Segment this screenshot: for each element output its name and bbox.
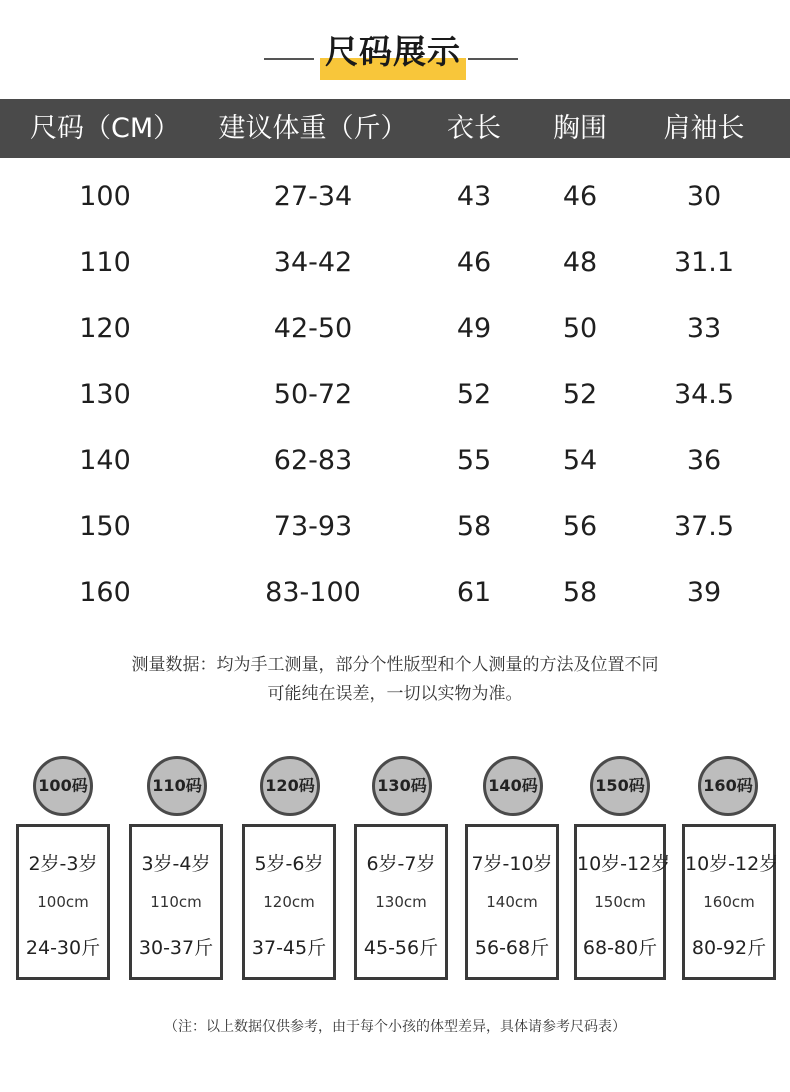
- cell-sleeve: 30: [686, 181, 722, 212]
- cell-length: 52: [456, 379, 492, 410]
- table-row: [0, 296, 790, 362]
- cell-size: 110: [79, 247, 131, 278]
- table-row: [0, 428, 790, 494]
- size-badge-140: 140码: [483, 756, 543, 816]
- card-height: 120cm: [263, 893, 315, 911]
- table-row: [0, 230, 790, 296]
- card-height: 140cm: [486, 893, 538, 911]
- header-size: 尺码（CM）: [30, 113, 181, 144]
- cell-length: 46: [456, 247, 492, 278]
- card-weight: 68-80斤: [582, 937, 658, 959]
- cell-weight: 42-50: [273, 313, 353, 344]
- cell-weight: 27-34: [273, 181, 353, 212]
- cell-size: 130: [79, 379, 131, 410]
- cell-weight: 50-72: [273, 379, 353, 410]
- card-height: 150cm: [594, 893, 646, 911]
- table-row: [0, 362, 790, 428]
- cell-weight: 73-93: [273, 511, 353, 542]
- cell-weight: 34-42: [273, 247, 353, 278]
- size-badge-160: 160码: [698, 756, 758, 816]
- size-badge-150: 150码: [590, 756, 650, 816]
- cell-size: 160: [79, 577, 131, 608]
- header-chest: 胸围: [553, 113, 607, 144]
- cell-length: 61: [456, 577, 492, 608]
- cell-weight: 62-83: [273, 445, 353, 476]
- cell-weight: 83-100: [265, 577, 361, 608]
- page-title-section: [0, 18, 790, 78]
- cell-size: 120: [79, 313, 131, 344]
- card-age: 7岁-10岁: [471, 853, 553, 875]
- cell-chest: 56: [562, 511, 598, 542]
- size-table-header: [0, 99, 790, 158]
- header-sleeve: 肩袖长: [663, 113, 745, 144]
- size-badge-100: 100码: [33, 756, 93, 816]
- cell-chest: 50: [562, 313, 598, 344]
- cell-chest: 52: [562, 379, 598, 410]
- card-age: 10岁-12岁: [577, 853, 671, 875]
- title-divider-left: [264, 58, 314, 60]
- size-card-150: [574, 824, 671, 980]
- cell-sleeve: 34.5: [673, 379, 735, 410]
- card-weight: 56-68斤: [474, 937, 550, 959]
- card-height: 130cm: [375, 893, 427, 911]
- cell-length: 55: [456, 445, 492, 476]
- card-age: 6岁-7岁: [366, 853, 436, 875]
- size-card-120: [242, 824, 336, 980]
- size-badge-120: 120码: [260, 756, 320, 816]
- title-divider-right: [468, 58, 518, 60]
- page-title: 尺码展示: [325, 32, 461, 71]
- table-row: [0, 164, 790, 230]
- card-weight: 30-37斤: [138, 937, 214, 959]
- card-age: 2岁-3岁: [28, 853, 98, 875]
- footnote: （注：以上数据仅供参考，由于每个小孩的体型差异，具体请参考尺码表）: [164, 1019, 626, 1035]
- cell-size: 140: [79, 445, 131, 476]
- cell-size: 100: [79, 181, 131, 212]
- card-weight: 24-30斤: [25, 937, 101, 959]
- size-card-140: [465, 824, 559, 980]
- header-weight: 建议体重（斤）: [218, 113, 408, 144]
- table-row: [0, 494, 790, 560]
- cell-size: 150: [79, 511, 131, 542]
- cell-sleeve: 37.5: [673, 511, 735, 542]
- size-card-160: [682, 824, 779, 980]
- size-card-130: [354, 824, 448, 980]
- size-badge-130: 130码: [372, 756, 432, 816]
- cell-length: 49: [456, 313, 492, 344]
- size-card-100: [16, 824, 110, 980]
- cell-length: 58: [456, 511, 492, 542]
- card-height: 160cm: [703, 893, 755, 911]
- card-age: 5岁-6岁: [254, 853, 324, 875]
- cell-length: 43: [456, 181, 492, 212]
- cell-sleeve: 33: [686, 313, 722, 344]
- cell-sleeve: 36: [686, 445, 722, 476]
- card-weight: 37-45斤: [251, 937, 327, 959]
- cell-chest: 58: [562, 577, 598, 608]
- card-weight: 45-56斤: [363, 937, 439, 959]
- size-badge-110: 110码: [147, 756, 207, 816]
- cell-chest: 46: [562, 181, 598, 212]
- cell-sleeve: 39: [686, 577, 722, 608]
- card-age: 10岁-12岁: [685, 853, 779, 875]
- table-row: [0, 560, 790, 626]
- card-age: 3岁-4岁: [141, 853, 211, 875]
- size-card-110: [129, 824, 223, 980]
- measurement-note-line2: 可能纯在误差，一切以实物为准。: [267, 684, 523, 704]
- measurement-note-line1: 测量数据：均为手工测量，部分个性版型和个人测量的方法及位置不同: [131, 655, 659, 675]
- card-height: 110cm: [150, 893, 202, 911]
- header-length: 衣长: [447, 113, 501, 144]
- cell-chest: 54: [562, 445, 598, 476]
- cell-sleeve: 31.1: [673, 247, 735, 278]
- cell-chest: 48: [562, 247, 598, 278]
- card-weight: 80-92斤: [691, 937, 767, 959]
- card-height: 100cm: [37, 893, 89, 911]
